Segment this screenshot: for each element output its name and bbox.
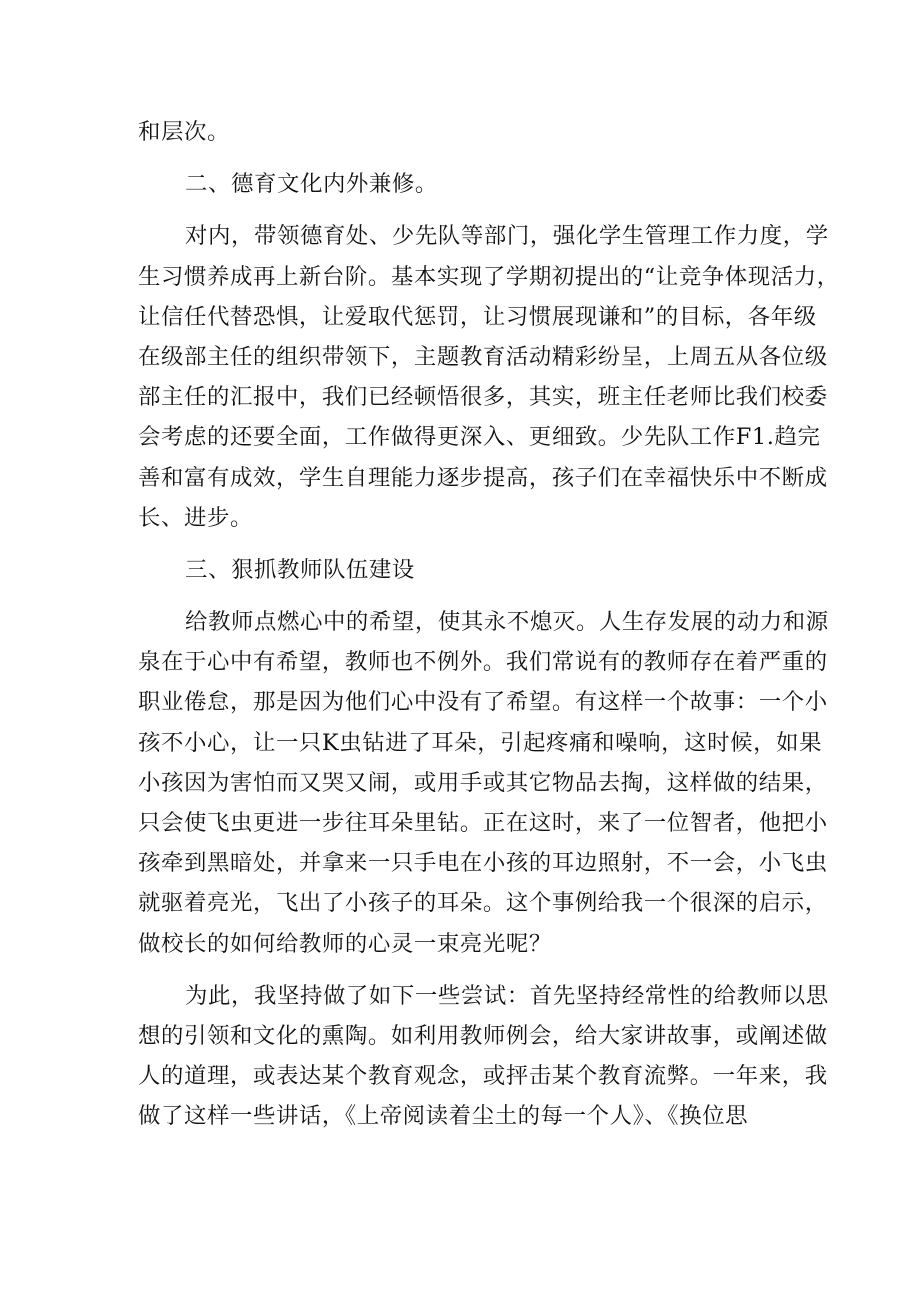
text-line: 在级部主任的组织带领下，主题教育活动精彩纷呈，上周五从各位级 — [138, 343, 828, 370]
text-line: 和层次。 — [138, 119, 230, 145]
text-line: 为此，我坚持做了如下一些尝试：首先坚持经常性的给教师以思 — [185, 982, 829, 1009]
text-line: 孩不小心，让一只K虫钻进了耳朵，引起疼痛和噪响，这时候，如果 — [138, 729, 823, 756]
text-line: 泉在于心中有希望，教师也不例外。我们常说有的教师存在着严重的 — [138, 649, 828, 676]
text-line: 做校长的如何给教师的心灵一束亮光呢？ — [138, 930, 552, 957]
text-line: 二、德育文化内外兼修。 — [185, 171, 438, 198]
paragraph-gap — [138, 204, 788, 216]
text-line: 职业倦怠，那是因为他们心中没有了希望。有这样一个故事：一个小 — [138, 689, 828, 716]
text-line: 对内，带领德育处、少先队等部门，强化学生管理工作力度，学 — [185, 223, 829, 250]
text-line: 长、进步。 — [138, 504, 253, 531]
text-line: 小孩因为害怕而又哭又闹，或用手或其它物品去掏，这样做的结果， — [138, 769, 828, 796]
text-line: 给教师点燃心中的希望，使其永不熄灭。人生存发展的动力和源 — [185, 609, 829, 636]
text-line: 让信任代替恐惧，让爱取代惩罚，让习惯展现谦和”的目标，各年级 — [138, 303, 817, 330]
text-line: 人的道理，或表达某个教育观念，或抨击某个教育流弊。一年来，我 — [138, 1063, 828, 1090]
text-line: 会考虑的还要全面，工作做得更深入、更细致。少先队工作F1.趋完 — [138, 424, 821, 451]
paragraph-gap — [138, 538, 788, 550]
document-body-text — [138, 112, 840, 1137]
text-line: 三、狠抓教师队伍建设 — [185, 556, 415, 583]
text-line: 想的引领和文化的熏陶。如利用教师例会，给大家讲故事，或阐述做 — [138, 1022, 828, 1049]
paragraph-gap — [138, 964, 788, 976]
text-line: 善和富有成效，学生自理能力逐步提高，孩子们在幸福快乐中不断成 — [138, 464, 828, 491]
paragraph-gap — [138, 590, 788, 602]
text-line: 部主任的汇报中，我们已经顿悟很多，其实，班主任老师比我们校委 — [138, 384, 828, 411]
text-line: 孩牵到黑暗处，并拿来一只手电在小孩的耳边照射，不一会，小飞虫 — [138, 850, 828, 877]
text-line: 只会使飞虫更进一步往耳朵里钻。正在这时，来了一位智者，他把小 — [138, 810, 828, 836]
text-line: 做了这样一些讲话，《上帝阅读着尘土的每一个人》、《换位思 — [138, 1103, 749, 1130]
text-line: 就驱着亮光，飞出了小孩子的耳朵。这个事例给我一个很深的启示， — [138, 890, 828, 917]
text-line: 生习惯养成再上新台阶。基本实现了学期初提出的“让竞争体现活力， — [138, 263, 840, 290]
paragraph-gap — [138, 152, 788, 164]
